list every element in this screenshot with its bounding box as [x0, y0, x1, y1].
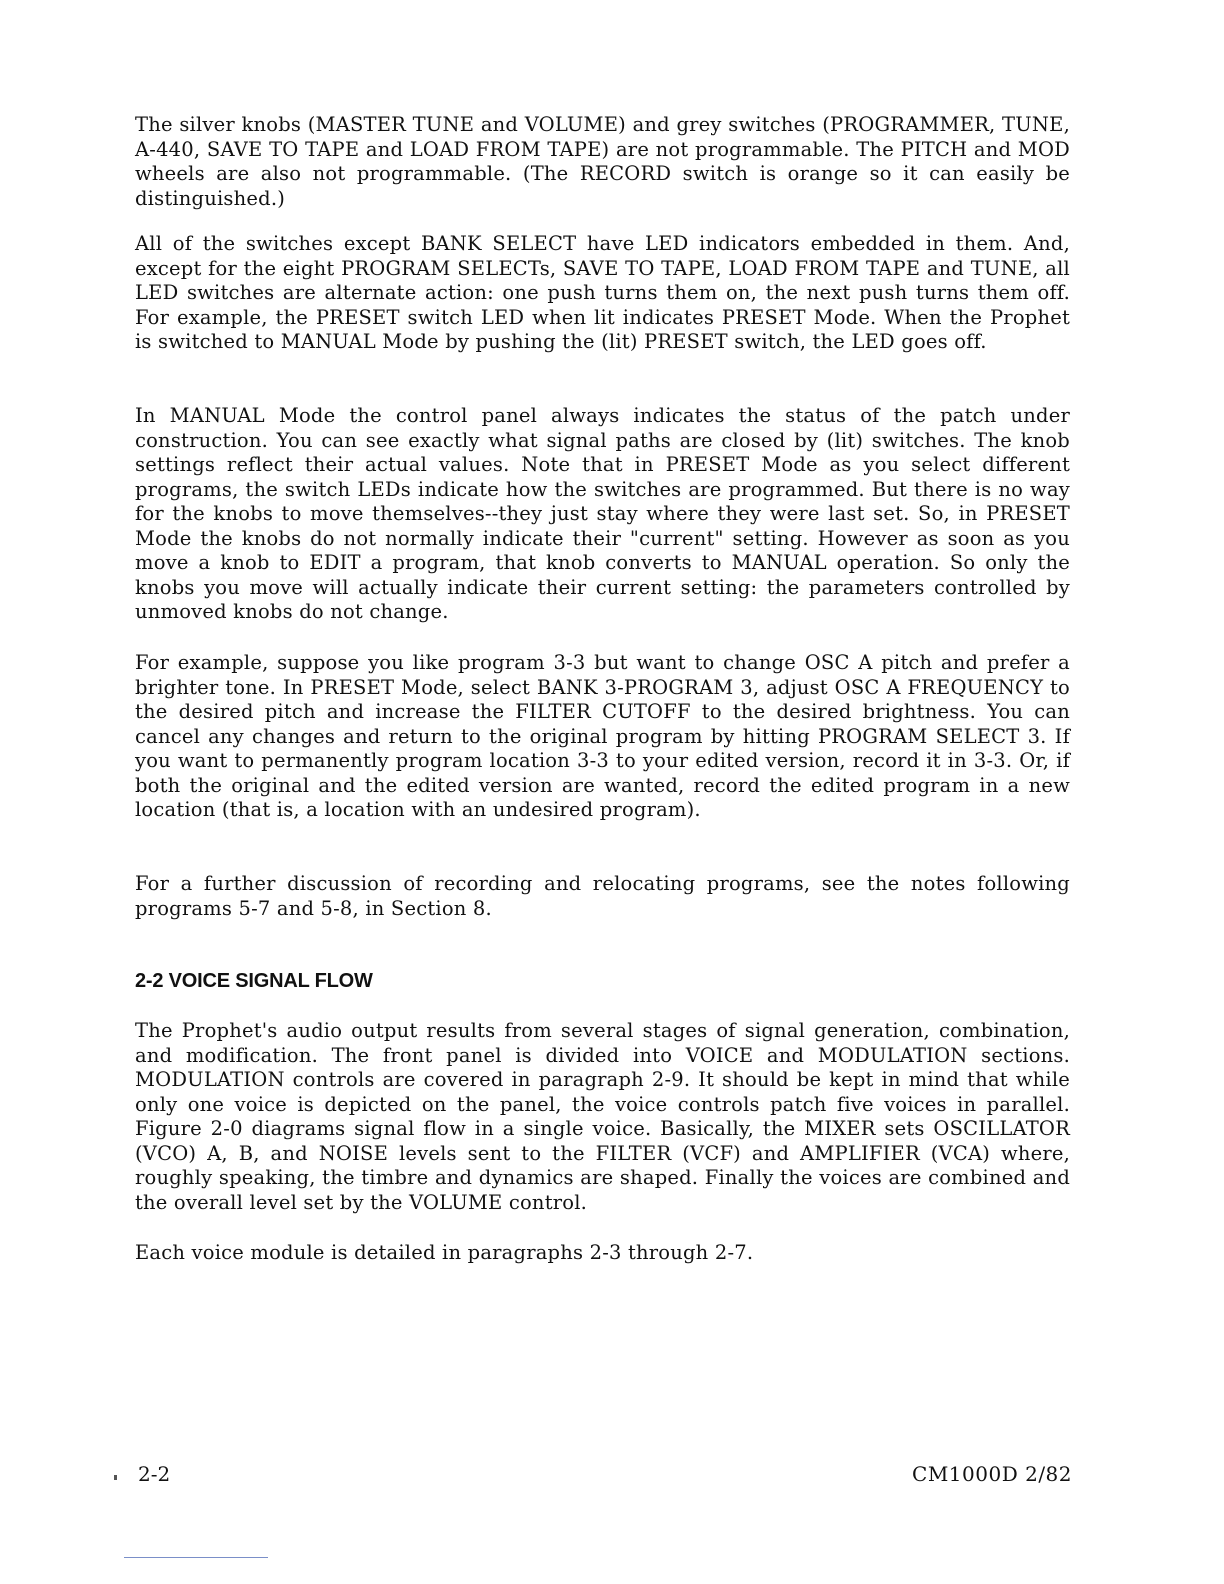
- bottom-rule-divider: [124, 1557, 268, 1558]
- page-number: 2-2: [138, 1462, 171, 1486]
- paragraph-manual-mode: In MANUAL Mode the control panel always indicates the status of the patch under construction. You can see exactly what signal paths are closed by (lit) switches. The knob settings reflect their actual values. Note that in PRESET Mode as you select different programs, the switch LEDs indicate how the switches are programmed. But there is no way for the knobs to move themselves--they just stay where they were last set. So, in PRESET Mode the knobs do not normally indicate their "current" setting. However as soon as you move a knob to EDIT a program, that knob converts to MANUAL operation. So only the knobs you move will actually indicate their current setting: the parameters controlled by unmoved knobs do not change.: [135, 404, 1070, 623]
- paragraph-voice-modules: Each voice module is detailed in paragraphs 2-3 through 2-7.: [135, 1241, 754, 1264]
- paragraph-non-programmable-controls: The silver knobs (MASTER TUNE and VOLUME) and grey switches (PROGRAMMER, TUNE, A-440, SAVE TO TAPE and LOAD FROM TAPE) are not programmable. The PITCH and MOD wheels are also not programmable. (The RECORD switch is orange so it can easily be distinguished.): [135, 113, 1070, 210]
- paragraph-further-discussion: For a further discussion of recording and relocating programs, see the notes following programs 5-7 and 5-8, in Section 8.: [135, 872, 1070, 920]
- paragraph-editing-example: For example, suppose you like program 3-3 but want to change OSC A pitch and prefer a brighter tone. In PRESET Mode, select BANK 3-PROGRAM 3, adjust OSC A FREQUENCY to the desired pitch and increase the FILTER CUTOFF to the desired brightness. You can cancel any changes and return to the original program by hitting PROGRAM SELECT 3. If you want to permanently program location 3-3 to your edited version, record it in 3-3. Or, if both the original and the edited version are wanted, record the edited program in a new location (that is, a location with an undesired program).: [135, 651, 1070, 821]
- document-code: CM1000D 2/82: [912, 1462, 1072, 1486]
- paragraph-led-switches: All of the switches except BANK SELECT have LED indicators embedded in them. And, except for the eight PROGRAM SELECTs, SAVE TO TAPE, LOAD FROM TAPE and TUNE, all LED switches are alternate action: one push turns them on, the next push turns them off. For example, the PRESET switch LED when lit indicates PRESET Mode. When the Prophet is switched to MANUAL Mode by pushing the (lit) PRESET switch, the LED goes off.: [135, 232, 1070, 353]
- scan-speck: [114, 1475, 117, 1480]
- section-heading: 2-2 VOICE SIGNAL FLOW: [135, 970, 373, 992]
- paragraph-signal-flow: The Prophet's audio output results from several stages of signal generation, combination, and modification. The front panel is divided into VOICE and MODULATION sections. MODULATION controls are covered in paragraph 2-9. It should be kept in mind that while only one voice is depicted on the panel, the voice controls patch five voices in parallel. Figure 2-0 diagrams signal flow in a single voice. Basically, the MIXER sets OSCILLATOR (VCO) A, B, and NOISE levels sent to the FILTER (VCF) and AMPLIFIER (VCA) where, roughly speaking, the timbre and dynamics are shaped. Finally the voices are combined and the overall level set by the VOLUME control.: [135, 1019, 1070, 1214]
